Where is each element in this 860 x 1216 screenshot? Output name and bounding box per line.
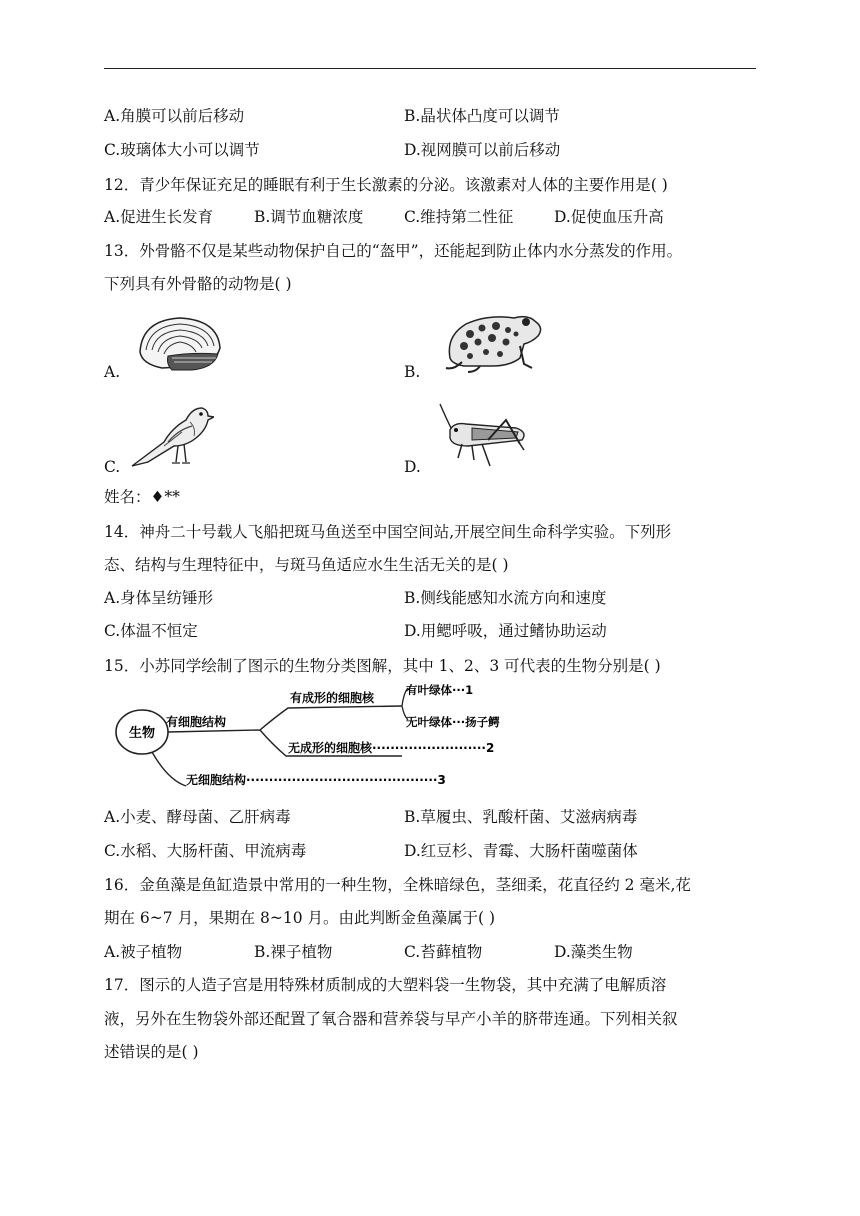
q15-stem: 15．小苏同学绘制了图示的生物分类图解，其中 1、2、3 可代表的生物分别是( ) — [104, 657, 661, 675]
q13-option-d[interactable]: D. — [404, 458, 421, 476]
q16-option-b[interactable]: B.裸子植物 — [254, 943, 333, 961]
frog-icon — [440, 306, 548, 378]
q13-option-c[interactable]: C. — [104, 458, 121, 476]
q17-stem-line2: 液，另外在生物袋外部还配置了氧合器和营养袋与早产小羊的脐带连通。下列相关叙 — [104, 1010, 678, 1028]
diagram-nucleus: 有成形的细胞核 — [290, 691, 375, 705]
q13-option-a[interactable]: A. — [104, 363, 121, 381]
q16-option-d[interactable]: D.藻类生物 — [554, 943, 633, 961]
q14-option-a[interactable]: A.身体呈纺锤形 — [104, 589, 214, 607]
header-rule — [104, 68, 756, 69]
q12-option-c[interactable]: C.维持第二性征 — [404, 208, 514, 226]
q15-option-b[interactable]: B.草履虫、乳酸杆菌、艾滋病病毒 — [404, 808, 638, 826]
diagram-cellular: 有细胞结构 — [166, 715, 227, 729]
q11-option-c[interactable]: C.玻璃体大小可以调节 — [104, 141, 260, 159]
q11-option-d[interactable]: D.视网膜可以前后移动 — [404, 141, 561, 159]
q16-option-a[interactable]: A.被子植物 — [104, 943, 183, 961]
q17-stem-line3: 述错误的是( ) — [104, 1043, 199, 1061]
q15-option-d[interactable]: D.红豆杉、青霉、大肠杆菌噬菌体 — [404, 842, 638, 860]
q13-stem-line1: 13．外骨骼不仅是某些动物保护自己的“盔甲”，还能起到防止体内水分蒸发的作用。 — [104, 242, 683, 260]
diagram-no-nucleus: 无成形的细胞核·························2 — [288, 741, 495, 755]
q13-stem-line2: 下列具有外骨骼的动物是( ) — [104, 275, 292, 293]
q13-option-b[interactable]: B. — [404, 363, 421, 381]
q17-stem-line1: 17．图示的人造子宫是用特殊材质制成的大塑料袋一生物袋，其中充满了电解质溶 — [104, 976, 667, 994]
q12-stem: 12．青少年保证充足的睡眠有利于生长激素的分泌。该激素对人体的主要作用是( ) — [104, 176, 668, 194]
diagram-non-cellular: 无细胞结构··········································3 — [186, 773, 446, 787]
q15-option-c[interactable]: C.水稻、大肠杆菌、甲流病毒 — [104, 842, 307, 860]
q11-option-a[interactable]: A.角膜可以前后移动 — [104, 107, 245, 125]
q14-stem-line1: 14．神舟二十号载人飞船把斑马鱼送至中国空间站,开展空间生命科学实验。下列形 — [104, 523, 672, 541]
name-line: 姓名：♦** — [104, 488, 180, 506]
q11-option-b[interactable]: B.晶状体凸度可以调节 — [404, 107, 560, 125]
clam-icon — [132, 312, 228, 378]
classification-diagram — [112, 684, 522, 802]
q12-option-d[interactable]: D.促使血压升高 — [554, 208, 664, 226]
q16-stem-line2: 期在 6~7 月，果期在 8~10 月。由此判断金鱼藻属于( ) — [104, 909, 496, 927]
q14-option-b[interactable]: B.侧线能感知水流方向和速度 — [404, 589, 607, 607]
diagram-root: 生物 — [128, 726, 156, 741]
grasshopper-icon — [432, 400, 532, 476]
diagram-chloroplast: 有叶绿体···1 — [406, 684, 474, 697]
q15-option-a[interactable]: A.小麦、酵母菌、乙肝病毒 — [104, 808, 291, 826]
q16-stem-line1: 16．金鱼藻是鱼缸造景中常用的一种生物，全株暗绿色，茎细柔，花直径约 2 毫米,花 — [104, 876, 691, 894]
q14-option-d[interactable]: D.用鳃呼吸，通过鳍协助运动 — [404, 622, 607, 640]
q16-option-c[interactable]: C.苔藓植物 — [404, 943, 483, 961]
diagram-no-chloroplast: 无叶绿体···扬子鳄 — [406, 715, 500, 729]
q14-stem-line2: 态、结构与生理特征中，与斑马鱼适应水生生活无关的是( ) — [104, 556, 509, 574]
q12-option-b[interactable]: B.调节血糖浓度 — [254, 208, 364, 226]
bird-icon — [128, 400, 214, 476]
q12-option-a[interactable]: A.促进生长发育 — [104, 208, 214, 226]
q14-option-c[interactable]: C.体温不恒定 — [104, 622, 198, 640]
